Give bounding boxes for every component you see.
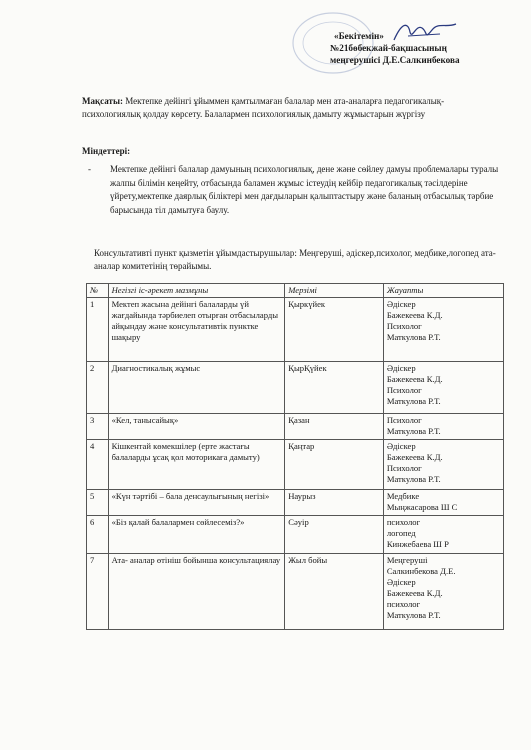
- row-number: 6: [87, 516, 109, 554]
- consult-paragraph: Консультативті пункт қызметін ұйымдастырушылар: Меңгеруші, әдіскер,психолог, медбике,логопед ата-аналар комитетінің төрайымы.: [94, 248, 496, 271]
- responsible-line: Әдіскер: [386, 441, 416, 451]
- table-row: [87, 362, 504, 414]
- row-responsible: [383, 490, 503, 516]
- responsible-line: психолог: [386, 599, 421, 609]
- row-term: Қаңтар: [285, 440, 384, 490]
- row-responsible: [383, 440, 503, 490]
- responsible-line: Маткулова Р.Т.: [386, 396, 441, 406]
- goal-label: Мақсаты:: [82, 96, 123, 106]
- row-content: Мектеп жасына дейінгі балаларды үй жағдайында тәрбиелеп отырған отбасыларды айқындау және консультативтік пунктке шақыру: [108, 298, 285, 362]
- responsible-line: логопед: [386, 528, 416, 538]
- responsible-line: Мыңжасарова Ш С: [386, 502, 458, 512]
- responsible-line: Маткулова Р.Т.: [386, 610, 441, 620]
- row-term: Сәуір: [285, 516, 384, 554]
- header-number: №: [87, 284, 109, 298]
- responsible-line: Психолог: [386, 463, 422, 473]
- row-content: «Біз қалай балалармен сөйлесеміз?»: [108, 516, 285, 554]
- responsible-line: Маткулова Р.Т.: [386, 332, 441, 342]
- row-content: Диагностикалық жұмыс: [108, 362, 285, 414]
- table-header-row: [87, 284, 504, 298]
- responsible-line: Маткулова Р.Т.: [386, 426, 441, 436]
- row-responsible: [383, 362, 503, 414]
- row-number: 1: [87, 298, 109, 362]
- row-number: 3: [87, 414, 109, 440]
- row-term: Жыл бойы: [285, 554, 384, 630]
- row-responsible: [383, 516, 503, 554]
- responsible-line: Бажекеева К.Д.: [386, 310, 443, 320]
- task-item: [82, 163, 502, 217]
- responsible-line: Психолог: [386, 415, 422, 425]
- row-number: 4: [87, 440, 109, 490]
- header-content: Негізгі іс-әрекет мазмұны: [108, 284, 285, 298]
- row-number: 7: [87, 554, 109, 630]
- responsible-line: Әдіскер: [386, 299, 416, 309]
- responsible-line: Психолог: [386, 385, 422, 395]
- responsible-line: Салкинбекова Д.Е.: [386, 566, 456, 576]
- goal-paragraph: [82, 95, 502, 120]
- row-term: ҚырҚүйек: [285, 362, 384, 414]
- table-row: [87, 490, 504, 516]
- row-term: Наурыз: [285, 490, 384, 516]
- plan-table: [86, 283, 504, 630]
- row-content: «Кел, танысайық»: [108, 414, 285, 440]
- responsible-line: Маткулова Р.Т.: [386, 474, 441, 484]
- approval-line: №21бөбекжай-бақшасының: [330, 43, 447, 53]
- goal-text: Мектепке дейінгі ұйыммен қамтылмаған балалар мен ата-аналарға педагогикалық-психологиялық қолдау көрсету. Балалармен психологиялық дамыту жұмыстарын жүргізу: [82, 96, 445, 119]
- approval-block: [330, 30, 520, 66]
- responsible-line: психолог: [386, 517, 421, 527]
- responsible-line: Әдіскер: [386, 577, 416, 587]
- row-responsible: [383, 554, 503, 630]
- approval-line: меңгерушісі Д.Е.Салкинбекова: [330, 55, 460, 65]
- row-responsible: [383, 298, 503, 362]
- tasks-heading: Міндеттері:: [82, 146, 131, 156]
- row-term: Қазан: [285, 414, 384, 440]
- responsible-line: Меңгеруші: [386, 555, 428, 565]
- responsible-line: Психолог: [386, 321, 422, 331]
- row-content: Кішкентай көмекшілер (ерте жастағы балаларды ұсақ қол моторикаға дамыту): [108, 440, 285, 490]
- responsible-line: Бажекеева К.Д.: [386, 374, 443, 384]
- table-row: [87, 414, 504, 440]
- row-content: «Күн тәртібі – бала денсаулығының негізі»: [108, 490, 285, 516]
- row-number: 2: [87, 362, 109, 414]
- row-number: 5: [87, 490, 109, 516]
- table-row: [87, 298, 504, 362]
- task-text: Мектепке дейінгі балалар дамуының психологиялық, дене және сөйлеу дамуы проблемалары туралы жалпы білімін кеңейту, отбасында баламен жұмыс істеудің кейбір педагогикалық тәсілдеріне үйрету,мектепке даярлық біліктері мен дағдыларын қалыптастыру және баланың отбасылық тәрбие барысында тіл дамытуға баулу.: [110, 164, 499, 215]
- table-row: [87, 440, 504, 490]
- row-content: Ата- аналар өтініш бойынша консультациялау: [108, 554, 285, 630]
- header-term: Мерзімі: [285, 284, 384, 298]
- row-responsible: [383, 414, 503, 440]
- responsible-line: Бажекеева К.Д.: [386, 452, 443, 462]
- table-row: [87, 516, 504, 554]
- responsible-line: Әдіскер: [386, 363, 416, 373]
- approval-line: «Бекітемін»: [334, 31, 384, 41]
- task-bullet: -: [88, 164, 91, 174]
- responsible-line: Медбике: [386, 491, 420, 501]
- header-responsible: Жауапты: [383, 284, 503, 298]
- responsible-line: Бажекеева К.Д.: [386, 588, 443, 598]
- responsible-line: Кинжебаева Ш Р: [386, 539, 449, 549]
- row-term: Қыркүйек: [285, 298, 384, 362]
- table-row: [87, 554, 504, 630]
